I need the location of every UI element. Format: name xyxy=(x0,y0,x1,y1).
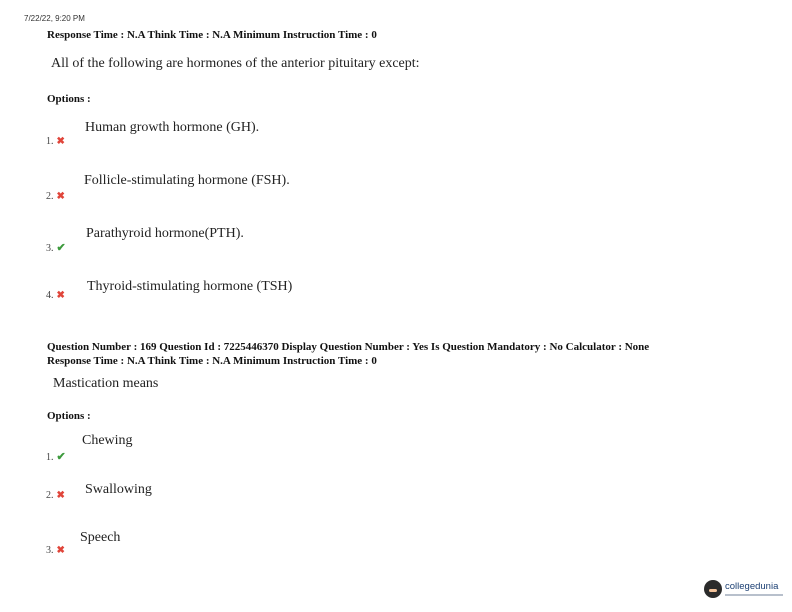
q2-option-2-text: Swallowing xyxy=(85,482,152,497)
q2-option-1-text: Chewing xyxy=(82,433,133,448)
q2-meta-line: Question Number : 169 Question Id : 7225446370 Display Question Number : Yes Is Question Mandatory : No Calculator : None xyxy=(47,341,650,353)
collegedunia-logo-icon xyxy=(704,580,722,598)
q1-response-line: Response Time : N.A Think Time : N.A Minimum Instruction Time : 0 xyxy=(47,29,377,41)
cross-icon: ✖ xyxy=(56,490,65,501)
brand-name: collegedunia xyxy=(725,581,779,593)
cross-icon: ✖ xyxy=(56,136,65,147)
check-icon: ✔ xyxy=(56,242,66,254)
cross-icon: ✖ xyxy=(56,290,65,301)
q1-options-label: Options : xyxy=(47,93,91,105)
q1-option-3-number: 3. ✔ xyxy=(46,242,66,254)
cross-icon: ✖ xyxy=(56,191,65,202)
q1-option-4-text: Thyroid-stimulating hormone (TSH) xyxy=(87,279,293,294)
q1-question-text: All of the following are hormones of the anterior pituitary except: xyxy=(51,56,420,71)
q1-option-1-text: Human growth hormone (GH). xyxy=(85,120,260,135)
q1-option-2-text: Follicle-stimulating hormone (FSH). xyxy=(84,173,290,188)
cross-icon: ✖ xyxy=(56,545,65,556)
q2-option-3-number: 3. ✖ xyxy=(46,545,65,556)
q1-option-4-number: 4. ✖ xyxy=(46,290,65,301)
print-timestamp: 7/22/22, 9:20 PM xyxy=(24,14,85,23)
q1-option-2-number: 2. ✖ xyxy=(46,191,65,202)
q2-response-line: Response Time : N.A Think Time : N.A Minimum Instruction Time : 0 xyxy=(47,355,377,367)
brand-tagline-bar xyxy=(725,594,783,596)
collegedunia-watermark xyxy=(704,580,783,598)
q2-question-text: Mastication means xyxy=(53,376,159,391)
q2-option-3-text: Speech xyxy=(80,530,121,545)
q1-option-3-text: Parathyroid hormone(PTH). xyxy=(86,226,244,241)
q2-option-1-number: 1. ✔ xyxy=(46,451,66,463)
q2-option-2-number: 2. ✖ xyxy=(46,490,65,501)
check-icon: ✔ xyxy=(56,451,66,463)
q2-options-label: Options : xyxy=(47,410,91,422)
q1-option-1-number: 1. ✖ xyxy=(46,136,65,147)
